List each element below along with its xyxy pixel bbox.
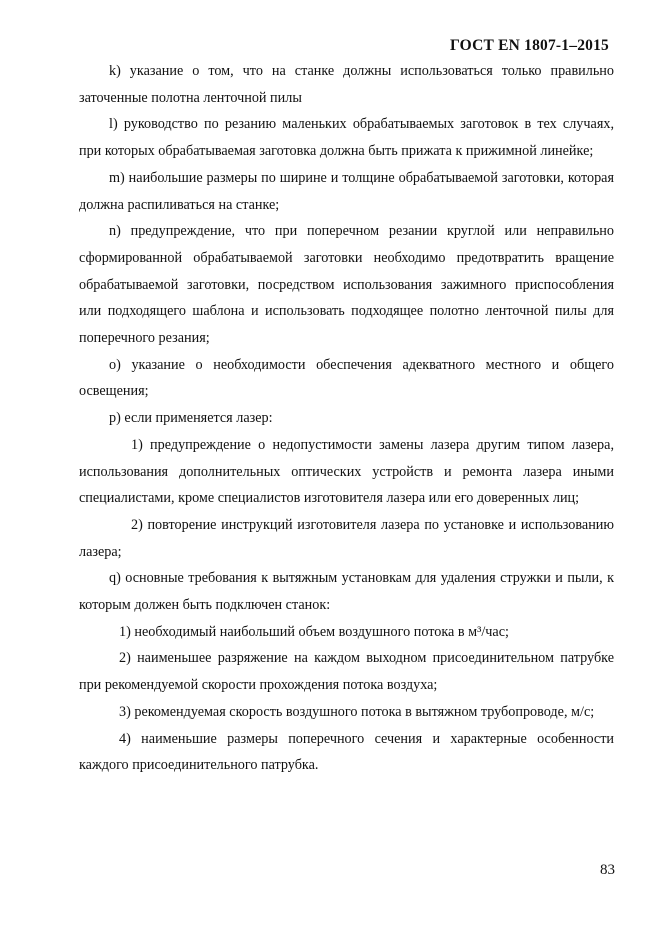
document-body (79, 58, 614, 779)
paragraph-q-1: 1) необходимый наибольший объем воздушного потока в м³/час; (119, 623, 509, 640)
paragraph-p-1: 1) предупреждение о недопустимости замены лазера другим типом лазера, использования дополнительных оптических устройств и ремонта лазера иными специалистами, кроме специалистов изготовителя лазера или его доверенных лиц; (79, 436, 614, 507)
page-number: 83 (600, 862, 615, 878)
paragraph-n: n) предупреждение, что при поперечном резании круглой или неправильно сформированной обрабатываемой заготовки необходимо предотвратить вращение обрабатываемой заготовки, посредством использования зажимного приспособления или подходящего шаблона и использовать подходящее полотно ленточной пилы для поперечного резания; (79, 223, 614, 347)
paragraph-k: k) указание о том, что на станке должны использоваться только правильно заточенные полотна ленточной пилы (79, 63, 614, 106)
paragraph-q-4: 4) наименьшие размеры поперечного сечения и характерные особенности каждого присоединительного патрубка. (79, 730, 614, 774)
paragraph-q: q) основные требования к вытяжным установкам для удаления стружки и пыли, к которым должен быть подключен станок: (79, 570, 614, 614)
paragraph-m: m) наибольшие размеры по ширине и толщине обрабатываемой заготовки, которая должна распиливаться на станке; (79, 169, 614, 213)
paragraph-q-2: 2) наименьшее разряжение на каждом выходном присоединительном патрубке при рекомендуемой скорости прохождения потока воздуха; (79, 650, 614, 694)
paragraph-l: l) руководство по резанию маленьких обрабатываемых заготовок в тех случаях, при которых обрабатываемая заготовка должна быть прижата к прижимной линейке; (79, 116, 614, 160)
standard-header: ГОСТ EN 1807-1–2015 (450, 37, 609, 54)
paragraph-q-3: 3) рекомендуемая скорость воздушного потока в вытяжном трубопроводе, м/с; (119, 703, 595, 720)
paragraph-p: p) если применяется лазер: (109, 410, 273, 427)
paragraph-o: o) указание о необходимости обеспечения адекватного местного и общего освещения; (79, 356, 614, 400)
paragraph-p-2: 2) повторение инструкций изготовителя лазера по установке и использованию лазера; (79, 516, 614, 560)
